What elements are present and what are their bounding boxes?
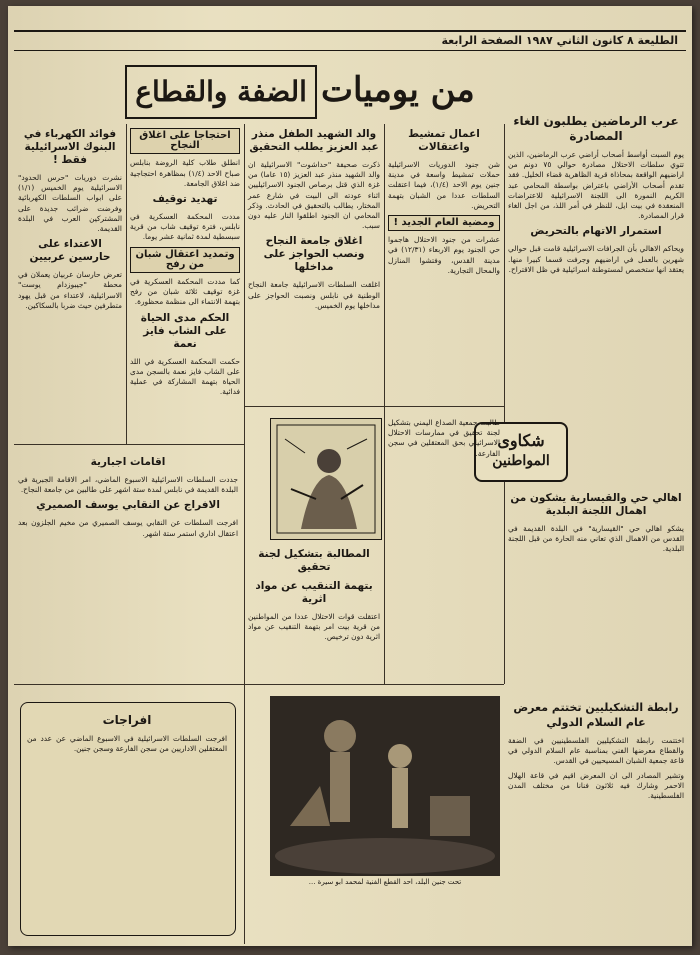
- article-activity: [388, 124, 500, 280]
- sculpture-photo: [270, 696, 500, 876]
- article-body: اعتقلت قوات الاحتلال عددا من المواطنين من قرية بيت امر بتهمة التنقيب عن مواد اثرية دون ترخيص.: [248, 612, 380, 642]
- article-body: حكمت المحكمة العسكرية في اللد على الشاب فايز نعمة بالسجن مدى الحياة بتهمة المشاركة في عملية فدائية.: [130, 356, 240, 397]
- banner-part1: من يوميات: [320, 70, 475, 110]
- article-body: انطلق طلاب كلية الروضة بنابلس صباح الاحد (١/٤) بمظاهرة احتجاجية ضد اغلاق الجامعة.: [130, 158, 240, 188]
- headline: اهالي حي والقيسارية يشكون من اهمال اللجنة البلدية: [510, 492, 682, 517]
- section-rule: [244, 406, 504, 407]
- article-body: طالبت جمعية الصداع اليمني بتشكيل لجنة تحقيق في ممارسات الاحتلال الاسرائيلي بحق المعتقلين في سجن الفارعة.: [388, 418, 500, 458]
- column-rule: [504, 124, 505, 684]
- headline: بتهمة التنقيب عن مواد اثرية: [255, 580, 373, 605]
- article-artists: [508, 696, 684, 805]
- article-body: مددت المحكمة العسكرية في نابلس، فترة توقيف شاب من قرية سبسطية لمدة ثمانية عشر يوما.: [130, 212, 240, 242]
- article-body: جددت السلطات الاسرائيلية الاسبوع الماضي، امر الاقامة الجبرية في البلدة القديمة في نابلس لمدة ستة اشهر على طالبين من جامعة النجاح.: [18, 475, 238, 495]
- headline: الاعتداء على حارسين عربيين: [29, 238, 111, 264]
- banner-part2: الضفة والقطاع: [125, 65, 317, 119]
- article-body: افرجت السلطات الاسرائيلية في الاسبوع الماضي عن عدد من المعتقلين الاداريين من سجن الفارعة وسجن جنين.: [27, 734, 227, 754]
- article-body: وتشير المصادر الى ان المعرض اقيم في قاعة الهلال الاحمر وشارك فيه ثلاثون فنانا من مختلف المدن الفلسطينية.: [508, 770, 684, 801]
- article-body: افرجت السلطات عن النقابي يوسف الصميري من مخيم الجلزون بعد اعتقال اداري استمر ستة اشهر.: [18, 518, 238, 538]
- article-municipal: [508, 488, 684, 559]
- boxed-headline: ومضية العام الجديد !: [388, 215, 500, 231]
- complaints-subtitle: المواطنين: [492, 453, 550, 469]
- article-body: اغلقت السلطات الاسرائيلية جامعة النجاح الوطنية في نابلس ونصبت الحواجز على مداخلها يوم الخميس.: [248, 280, 380, 310]
- headline: والد الشهيد الطفل منذر عبد العزيز يطلب التحقيق: [249, 128, 379, 153]
- complaints-title: شكاوى: [497, 431, 545, 450]
- headline: المطالبة بتشكيل لجنة تحقيق: [258, 548, 370, 573]
- article-body: شن جنود الدوريات الاسرائيلية حملات تمشيط واسعة في مدينة جنين يوم الاحد (١/٤)، فيما اعتقلت السلطات عددا من الشبان بتهمة التحريض.: [388, 160, 500, 210]
- article-arab-ramahin: [508, 110, 684, 279]
- article-body: تعرض حارسان عربيان يعملان في محطة "جيبوزدام يوست" الاسرائيلية، لاعتداء من قبل يهود متطرفين حيث ضربا بالسكاكين.: [18, 270, 122, 310]
- headline: الحكم مدى الحياة على الشاب فايز نعمة: [140, 311, 230, 350]
- headline: عرب الرماضين يطلبون الغاء المصادرة: [513, 114, 679, 143]
- column-rule: [126, 124, 127, 444]
- section-rule: [14, 444, 244, 445]
- headline: تهديد توقيف: [152, 193, 218, 206]
- newspaper-page: [8, 6, 692, 946]
- article-body: ويحاكم الاهالي بأن الجرافات الاسرائيلية قامت قبل حوالي شهرين بالعمل في اراضيهم وجرفت قسما كبيرا منها. يعتقد انها ستخصص لمستوطنة اسرائيلية في ظل الاقتراح.: [508, 244, 684, 274]
- article-body: اختتمت رابطة التشكيليين الفلسطينيين في الضفة والقطاع معرضها الفني بمناسبة عام السلام الدولي في قاعة جمعية الشبان المسيحيين في القدس.: [508, 736, 684, 766]
- header-line: الطليعة ٨ كانون الثاني ١٩٨٧ الصفحة الرابعة: [441, 34, 678, 47]
- article-investigation-headline: [248, 544, 380, 647]
- article-body: يشكو اهالي حي "القيسارية" في البلدة القديمة في القدس من الاهمال الذي تعاني منه الحارة من قبل اللجنة البلدية.: [508, 524, 684, 554]
- headline: اعمال تمشيط واعتقالات: [408, 128, 480, 153]
- boxed-headline: احتجاجا على اغلاق النجاح: [130, 128, 240, 154]
- headline: افراجات: [102, 713, 152, 727]
- boxed-headline: وتمديد اعتقال شبان من رفح: [130, 247, 240, 273]
- article-body: كما مددت المحكمة العسكرية في غزة توقيف ثلاثة شبان من رفح بتهمة الانتماء الى منظمة محظورة.: [130, 277, 240, 307]
- releases-panel: [20, 702, 236, 936]
- headline: الافراج عن النقابي يوسف الصميري: [36, 499, 220, 512]
- headline: رابطة التشكيليين تختتم معرض عام السلام الدولي: [513, 701, 679, 729]
- headline: اغلاق جامعة النجاح ونصب الحواجز على مداخلها: [263, 235, 365, 274]
- column-rule: [244, 124, 245, 944]
- cartoon-illustration: [270, 418, 382, 540]
- article-electric: [18, 124, 122, 315]
- article-body: عشرات من جنود الاحتلال هاجموا حي الجنود يوم الاربعاء (١٢/٣١) في مدينة القدس، وفتشوا المنازل والمحال التجارية.: [388, 235, 500, 275]
- article-releases: [27, 709, 227, 758]
- article-najah: [130, 124, 240, 401]
- section-rule: [14, 684, 504, 685]
- page-header: [14, 30, 686, 51]
- column-rule: [384, 124, 385, 684]
- article-body: يوم السبت أواسط أصحاب أراضي عرب الرماضين، الذين تتوي سلطات الاحتلال مصادرة حوالي ٧٥ دونم من اراضيهم الواقعة بمحاذاة قرية الظاهرية قضاء الخليل. فقد تقدم أصحاب الأراضي باعتراض بواسطة المحامي عبد الكريم النمورة الى اللجنة الاسرائيلية للاعتراضات المنعقدة في بيت ايل، للنظر في أمر اللذ، من اجل الغاء قرار المصادرة.: [508, 150, 684, 221]
- page-banner: [68, 58, 528, 122]
- headline: فوائد الكهرباء في البنوك الاسرائيلية فقط !: [23, 128, 117, 166]
- headline: استمرار الاتهام بالتحريض: [530, 225, 662, 238]
- article-body: نشرت دوريات "حرس الحدود" الاسرائيلية يوم الخميس (١/١) على ابواب السلطات الكهربائية وفرضت ضرائب جديدة على المشتركين العرب في البلدة القديمة.: [18, 173, 122, 234]
- article-investigation: [388, 418, 500, 463]
- article-body: ذكرت صحيفة "حداشوت" الاسرائيلية ان والد الشهيد منذر عبد العزيز (١٥ عاما) من غزة الذي قتل برصاص الجنود الاسرائيليين اثناء عودته الى البيت في شارع عمر المختار، يطالب بالتحقيق في الحادث. وذكر المحامي ان الجنود اطلقوا النار عليه دون سبب.: [248, 160, 380, 231]
- article-detention: [18, 452, 238, 543]
- article-martyr: [248, 124, 380, 315]
- headline: اقامات اجبارية: [90, 456, 166, 468]
- photo-caption: تحت جنين البلد، احد القطع الفنية لمحمد ابو سيرة ...: [308, 878, 462, 886]
